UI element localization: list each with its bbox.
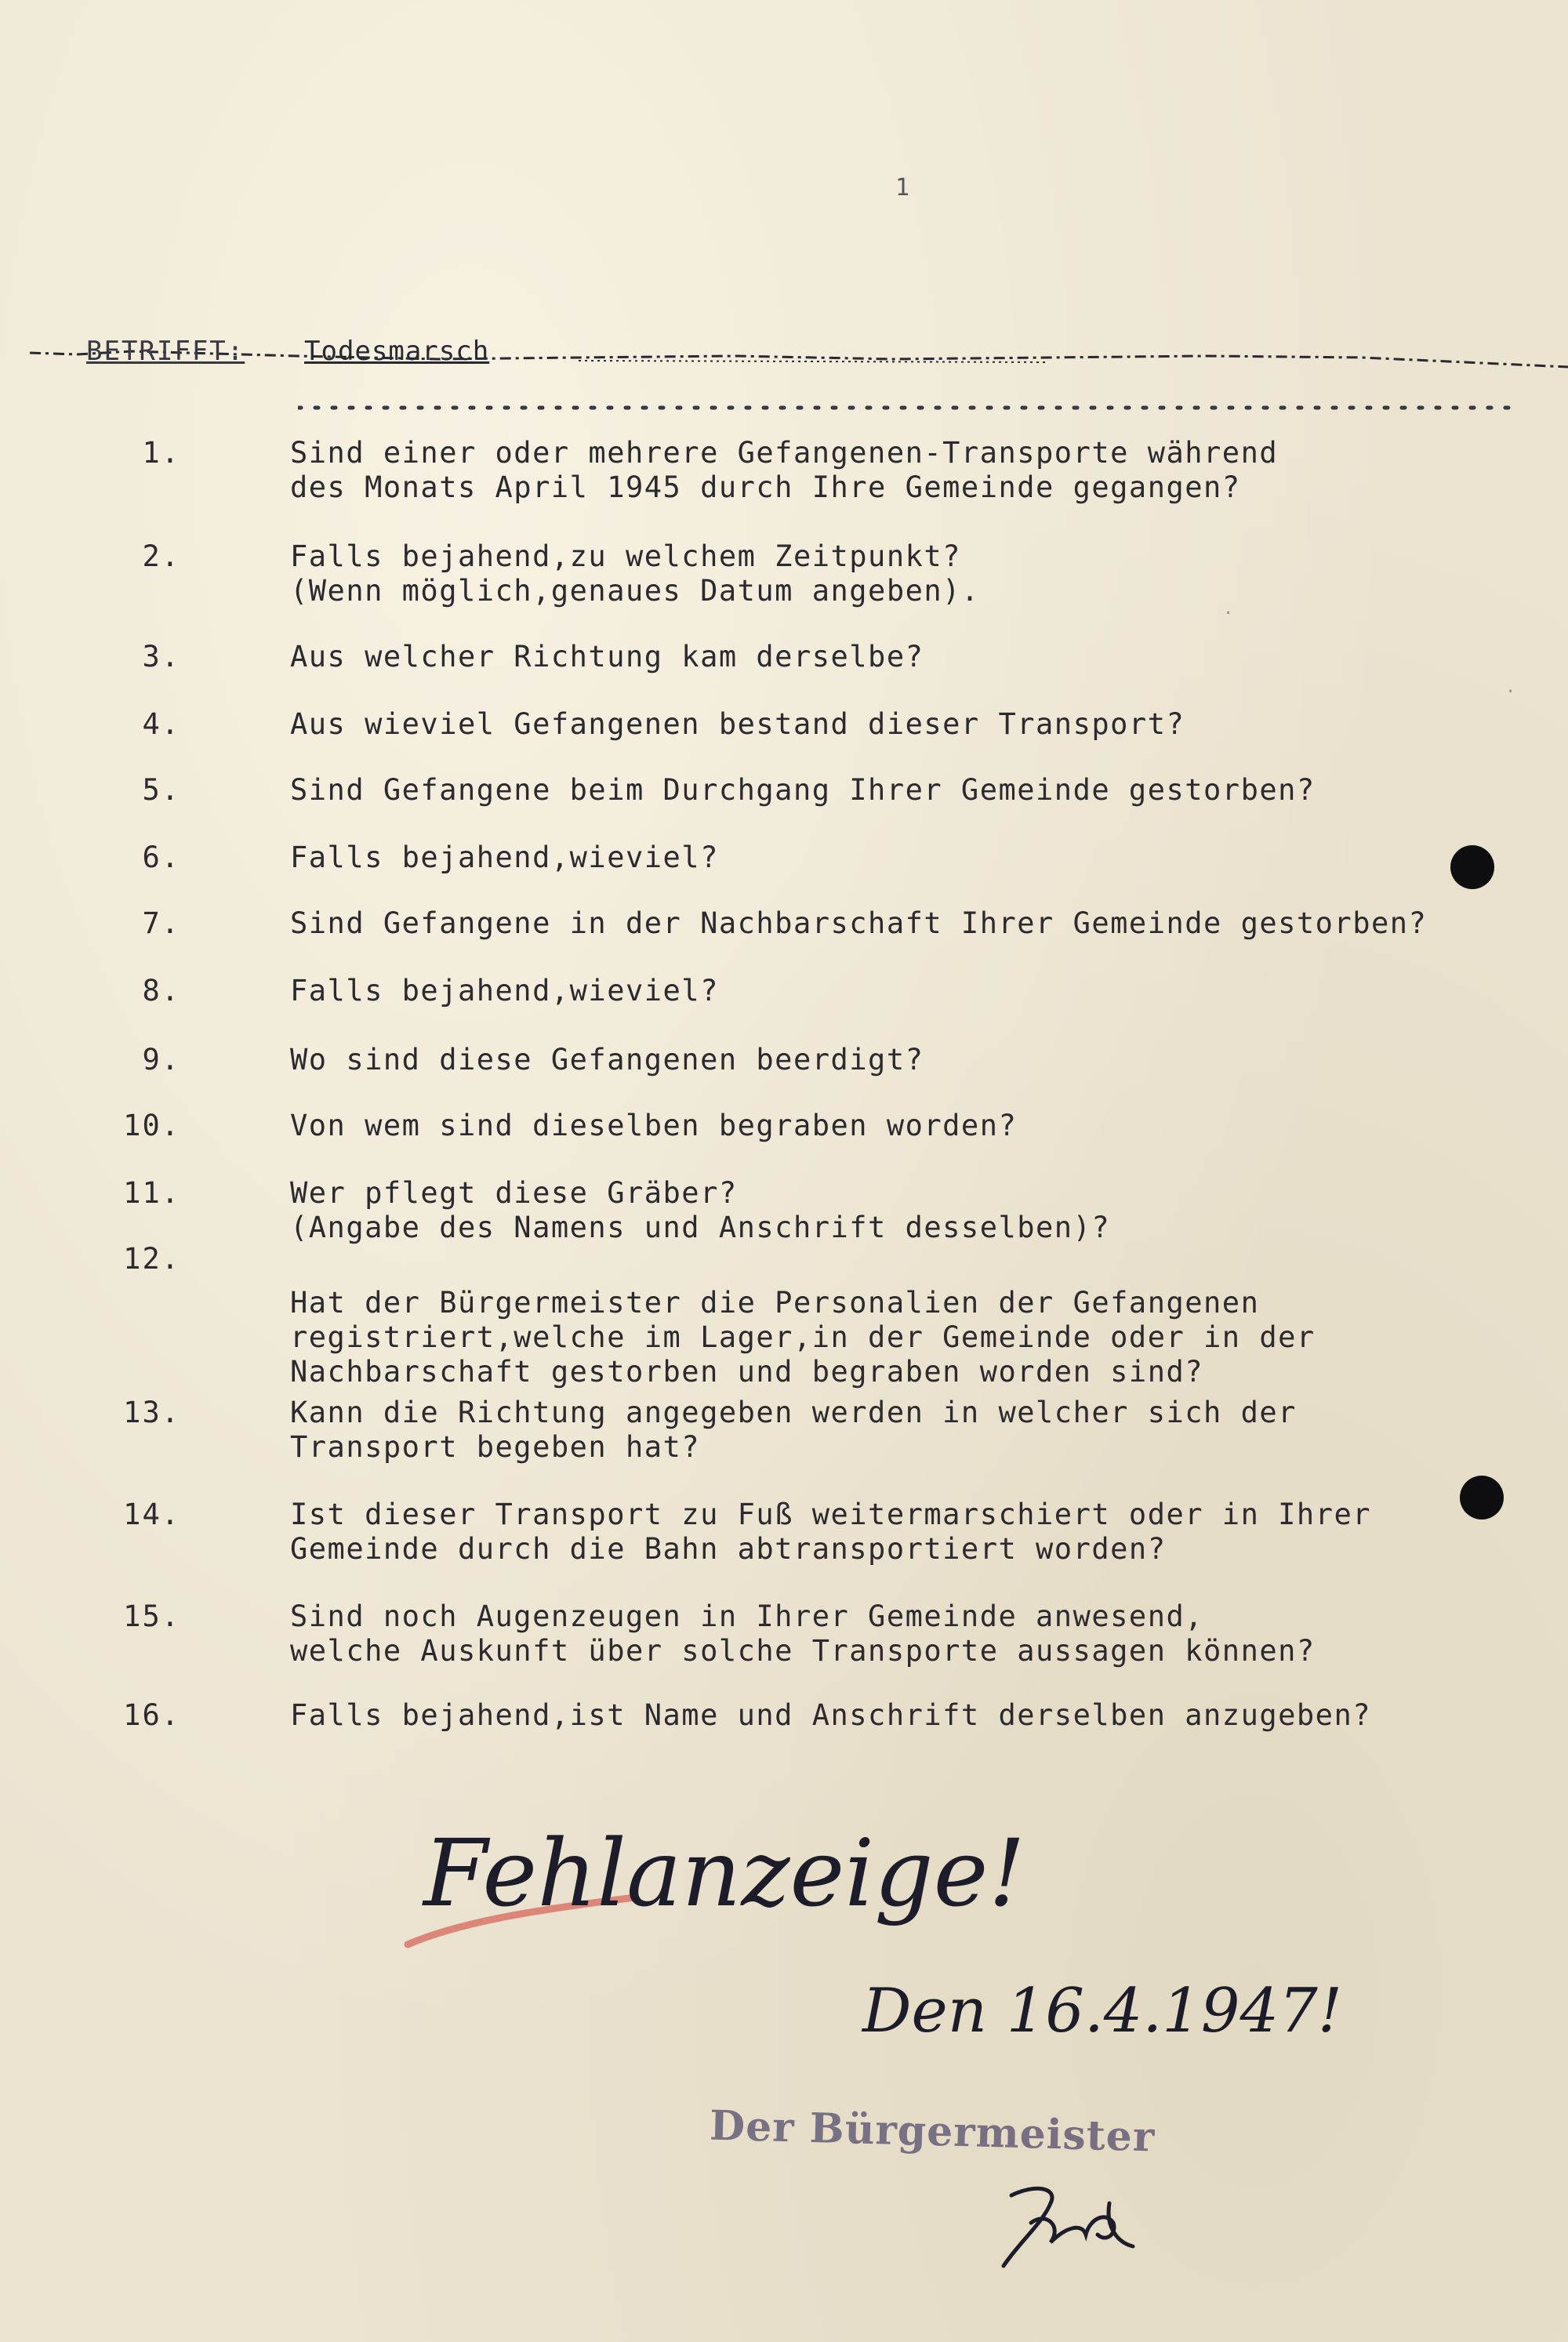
question-number: 15. bbox=[123, 1599, 180, 1633]
handwritten-date: Den 16.4.1947! bbox=[862, 1976, 1343, 2046]
question-text: Falls bejahend,ist Name und Anschrift derselben anzugeben? bbox=[290, 1698, 1372, 1732]
subject-label: BETRIFFT: bbox=[86, 336, 245, 367]
page-number-mark: 1 bbox=[895, 174, 910, 202]
question-number: 13. bbox=[123, 1396, 180, 1429]
question-number: 8. bbox=[142, 974, 180, 1008]
stray-mark: · bbox=[1505, 682, 1516, 702]
question-text: Sind noch Augenzeugen in Ihrer Gemeinde anwesend, welche Auskunft über solche Transporte aussagen können? bbox=[290, 1599, 1316, 1668]
question-text: Wer pflegt diese Gräber? (Angabe des Namens und Anschrift desselben)? bbox=[290, 1176, 1111, 1244]
question-number: 14. bbox=[123, 1498, 180, 1531]
punch-hole bbox=[1460, 1476, 1504, 1520]
punch-hole bbox=[1450, 845, 1494, 889]
question-number: 10. bbox=[123, 1109, 180, 1142]
question-text: Falls bejahend,zu welchem Zeitpunkt? (Wenn möglich,genaues Datum angeben). bbox=[290, 539, 980, 608]
question-number: 11. bbox=[123, 1176, 180, 1210]
question-text: Aus wieviel Gefangenen bestand dieser Transport? bbox=[290, 707, 1185, 741]
question-text: Hat der Bürgermeister die Personalien der Gefangenen registriert,welche im Lager,in der Gemeinde oder in der Nachbarschaft gestorben und begraben worden sind? bbox=[290, 1286, 1316, 1389]
question-text: Aus welcher Richtung kam derselbe? bbox=[290, 640, 924, 674]
question-text: Sind einer oder mehrere Gefangenen-Transporte während des Monats April 1945 durch Ihre Gemeinde gegangen? bbox=[290, 436, 1279, 504]
mayor-stamp: Der Bürgermeister bbox=[709, 2101, 1156, 2162]
question-number: 2. bbox=[142, 539, 180, 573]
question-number: 4. bbox=[142, 707, 180, 741]
question-number: 6. bbox=[142, 841, 180, 874]
question-number: 5. bbox=[142, 773, 180, 807]
question-text: Falls bejahend,wieviel? bbox=[290, 974, 719, 1008]
subject-line bbox=[30, 336, 1568, 383]
question-number: 3. bbox=[142, 640, 180, 674]
question-number: 9. bbox=[142, 1043, 180, 1077]
question-number: 16. bbox=[123, 1698, 180, 1732]
question-number: 12. bbox=[123, 1242, 180, 1276]
signature bbox=[988, 2180, 1145, 2282]
question-text: Falls bejahend,wieviel? bbox=[290, 841, 719, 874]
stray-mark: · bbox=[1223, 604, 1234, 623]
handwritten-reply: Fehlanzeige! bbox=[423, 1819, 1025, 1927]
question-text: Sind Gefangene beim Durchgang Ihrer Gemeinde gestorben? bbox=[290, 773, 1316, 807]
question-text: Ist dieser Transport zu Fuß weitermarschiert oder in Ihrer Gemeinde durch die Bahn abtransportiert worden? bbox=[290, 1498, 1372, 1566]
question-number: 7. bbox=[142, 906, 180, 940]
question-text: Von wem sind dieselben begraben worden? bbox=[290, 1109, 1018, 1142]
question-number: 1. bbox=[142, 436, 180, 470]
question-text: Kann die Richtung angegeben werden in welcher sich der Transport begeben hat? bbox=[290, 1396, 1297, 1464]
subject-value: Todesmarsch bbox=[304, 336, 490, 367]
dotted-separator bbox=[298, 400, 1521, 416]
subject-dashed-rule bbox=[30, 336, 1568, 383]
question-text: Sind Gefangene in der Nachbarschaft Ihrer Gemeinde gestorben? bbox=[290, 906, 1428, 940]
question-text: Wo sind diese Gefangenen beerdigt? bbox=[290, 1043, 924, 1077]
